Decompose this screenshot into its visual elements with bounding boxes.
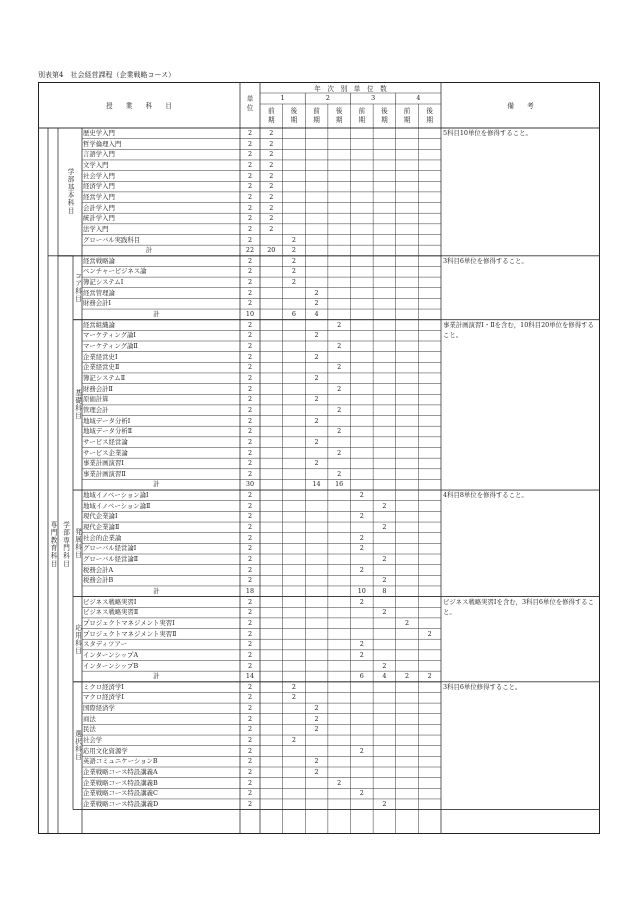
credit-value: 2 [247,565,253,574]
term-credit-value: 2 [314,704,319,713]
credit-value: 2 [247,555,253,563]
term-credit-value: 2 [314,437,319,446]
credit-value: 2 [247,608,253,617]
term-credit-value: 2 [337,342,342,350]
year-header: 1 [280,94,285,102]
term-credit-value: 2 [337,427,342,436]
group-label-gakubu-senmon: 学部専門科目 [61,521,70,569]
credit-value: 2 [247,640,253,649]
credit-value: 2 [247,288,253,297]
term-credit-value: 2 [269,139,274,148]
group-label-hatten: 発展科目 [73,527,82,560]
term-credit-value: 2 [337,448,342,457]
notes-header: 備 考 [507,102,534,110]
table-caption: 別表第4 社会経営課程（企業戦略コース） [38,71,176,79]
term-credit-value: 2 [359,491,364,500]
credit-value: 2 [247,352,253,361]
subject-name: 商法 [83,714,96,723]
subject-name: 事業計画演習Ⅱ [83,469,126,478]
credit-value: 2 [247,618,253,627]
credit-value: 2 [247,629,253,638]
term-credit-value: 2 [337,405,342,414]
credit-value: 2 [247,448,253,457]
term-credit-value: 2 [314,352,319,361]
subject-name: 税務会計A [83,565,114,574]
credit-value: 2 [247,501,253,510]
credit-value: 2 [247,714,253,723]
term-credit-value: 2 [291,267,296,276]
subject-name: 社会学 [83,736,103,745]
credit-value: 2 [247,661,253,670]
subject-name: 財務会計Ⅰ [83,299,112,308]
term-credit-value: 2 [269,171,274,180]
term-credit-value: 2 [269,214,274,223]
term-header: 前 期 [313,107,320,124]
subject-name: ビジネス戦略実習Ⅱ [83,608,139,617]
note-text: 5科目10単位を修得すること。 [443,129,532,137]
term-credit-value: 2 [291,682,296,691]
term-credit-value: 2 [427,629,432,638]
subject-name: 事業計画演習Ⅰ [83,459,124,468]
credit-value: 2 [247,459,253,468]
term-credit-value: 2 [359,746,364,755]
term-credit-value: 2 [337,320,342,329]
subject-name: 法学入門 [83,224,109,233]
term-credit-value: 2 [427,672,432,681]
subject-name: ビジネス戦略実習Ⅰ [83,597,137,606]
term-credit-value: 2 [382,523,387,532]
subject-name: 企業戦略コース特設講義B [83,778,158,787]
credit-value: 2 [247,768,253,776]
subject-name: サービス経営論 [83,437,128,446]
subject-name: 経営戦略論 [83,256,115,265]
term-credit-value: 2 [269,160,274,169]
term-credit-value: 2 [359,512,364,521]
subject-name: プロジェクトマネジメント実習Ⅱ [83,629,177,638]
subject-name: 言語学入門 [83,150,115,159]
subject-name: 応用文化資源学 [83,746,128,755]
subject-name: 英語コミュニケーションB [83,757,158,766]
credit-value: 2 [247,384,253,393]
term-credit-value: 2 [337,384,342,393]
subject-name: 経済学入門 [83,182,115,191]
subject-name: 地域イノベーション論Ⅱ [83,501,151,510]
term-credit-value: 2 [359,565,364,574]
credit-value: 2 [247,597,253,606]
term-credit-value: 2 [405,672,410,681]
term-credit-value: 8 [382,586,387,595]
term-credit-value: 2 [314,768,319,776]
credit-value: 2 [247,757,253,766]
term-credit-value: 2 [291,246,296,255]
credit-value: 30 [245,480,255,489]
credit-value: 14 [245,672,255,681]
term-credit-value: 2 [337,469,342,478]
total-label: 計 [145,246,153,255]
credit-value: 2 [247,331,253,340]
group-label-gakubu-kihon: 学部基本科目 [66,168,74,216]
term-credit-value: 6 [359,672,364,681]
note-text: 3科目6単位修得すること。 [443,682,522,691]
credit-value: 18 [245,586,255,595]
term-credit-value: 2 [359,650,364,659]
credit-value: 22 [245,246,255,255]
term-header: 前 期 [268,107,275,124]
subject-name: 地域データ分析Ⅰ [83,416,131,425]
subject-name: 現代企業論Ⅱ [83,523,120,532]
credit-value: 2 [247,203,253,212]
term-credit-value: 2 [359,544,364,553]
credit-value: 2 [247,416,253,425]
subject-name: サービス企業論 [83,448,128,457]
credit-value: 2 [247,576,253,585]
subject-header: 授 業 科 目 [106,102,172,110]
term-header: 後 期 [290,107,298,124]
term-header: 後 期 [335,107,343,124]
term-credit-value: 2 [359,533,364,542]
subject-name: 原価計算 [83,395,109,404]
term-credit-value: 2 [359,597,364,606]
subject-name: 企業戦略コース特設講義D [83,799,159,808]
subject-name: 管理会計 [83,405,109,414]
subject-name: 企業経営史Ⅰ [83,352,118,361]
term-credit-value: 2 [314,288,319,297]
credit-value: 2 [247,469,253,478]
subject-name: 文学入門 [83,160,109,169]
year-header: 2 [325,94,330,102]
credit-value: 2 [247,235,253,244]
subject-name: 社会的企業論 [83,533,122,542]
subject-name: 民法 [83,725,96,734]
subject-name: 企業戦略コース特設講義A [83,768,158,776]
credit-value: 2 [247,214,253,223]
credit-value: 2 [247,437,253,446]
term-credit-value: 2 [382,501,387,510]
credit-value: 2 [247,405,253,414]
credits-header: 単 位 [246,95,254,112]
total-label: 計 [153,586,160,595]
subject-name: 会計学入門 [83,203,115,212]
term-credit-value: 6 [291,310,296,319]
term-credit-value: 2 [314,331,319,340]
credit-value: 2 [247,693,253,702]
subject-name: スタディツアー [83,640,128,649]
subject-name: 経営組織論 [83,320,115,329]
credit-value: 2 [247,789,253,798]
credit-value: 2 [247,320,253,329]
credit-value: 2 [247,192,253,201]
credit-value: 2 [247,533,253,542]
total-label: 計 [153,672,160,681]
subject-name: 簿記システムⅡ [83,373,126,382]
subject-name: 社会学入門 [83,171,115,180]
note-text: 3科目6単位を修得すること。 [443,256,528,265]
year-header: 4 [416,94,421,102]
term-credit-value: 2 [291,278,296,287]
term-credit-value: 2 [269,224,274,233]
term-credit-value: 2 [359,640,364,649]
term-credit-value: 2 [405,618,410,627]
term-header: 前 期 [358,107,366,124]
group-label-sentaku: 選択科目 [73,730,82,762]
term-credit-value: 4 [382,672,387,681]
credit-value: 2 [247,256,253,265]
term-credit-value: 2 [269,182,274,191]
group-label-oyo: 応用科目 [73,623,82,655]
credit-value: 2 [247,395,253,404]
credit-value: 2 [247,799,253,808]
credit-value: 2 [247,171,253,180]
subject-name: マクロ経済学Ⅰ [83,693,124,702]
term-credit-value: 2 [291,736,296,745]
subject-name: 地域イノベーション論Ⅰ [83,491,149,500]
note-text: ビジネス戦略実習Ⅰを含む，3科目6単位を修得すること。 [443,597,595,617]
credit-value: 2 [247,299,253,308]
subject-name: 税務会計B [83,576,114,585]
subject-name: マーケティング論Ⅰ [83,331,136,340]
term-credit-value: 14 [312,480,321,489]
subject-name: 経営管理論 [83,288,115,297]
credit-value: 2 [247,363,253,372]
term-credit-value: 2 [337,363,342,372]
total-label: 計 [153,480,160,489]
credit-value: 2 [247,544,253,553]
credit-value: 2 [247,342,253,350]
term-header: 後 期 [381,107,388,124]
subject-name: マーケティング論Ⅱ [83,342,138,350]
credit-value: 2 [247,160,253,169]
subject-name: グローバル実践科目 [83,235,141,244]
subject-name: 企業戦略コース特設講義C [83,789,158,798]
term-credit-value: 2 [291,693,296,702]
term-credit-value: 2 [359,789,364,798]
term-credit-value: 2 [314,416,319,425]
credit-value: 2 [247,224,253,233]
subject-name: 簿記システムⅠ [83,278,124,287]
subject-name: インターンシップA [83,650,139,659]
term-credit-value: 2 [291,235,296,244]
term-credit-value: 20 [267,246,276,255]
subject-name: 統計学入門 [83,214,115,223]
term-credit-value: 2 [382,576,387,585]
credit-value: 2 [247,523,253,532]
note-text: 4科目8単位を修得すること。 [443,491,528,500]
term-credit-value: 4 [314,310,319,319]
term-header: 後 期 [426,107,433,124]
credit-value: 2 [247,491,253,500]
subject-name: 歴史学入門 [83,129,115,137]
credit-value: 2 [247,778,253,787]
group-label-senmon-kyoiku: 専門教育科目 [49,521,57,569]
term-credit-value: 2 [314,373,319,382]
subject-name: 地域データ分析Ⅱ [83,427,133,436]
year-header: 3 [371,94,376,102]
term-credit-value: 2 [314,459,319,468]
credit-value: 2 [247,139,253,148]
credit-value: 2 [247,650,253,659]
term-credit-value: 2 [382,661,387,670]
credit-value: 2 [247,150,253,159]
term-credit-value: 2 [269,203,274,212]
subject-name: 財務会計Ⅱ [83,384,113,393]
credit-value: 2 [247,373,253,382]
credit-value: 2 [247,746,253,755]
term-credit-value: 2 [314,757,319,766]
term-credit-value: 2 [314,395,319,404]
credit-value: 2 [247,267,253,276]
subject-name: グローバル経営論Ⅱ [83,555,139,563]
credit-value: 2 [247,704,253,713]
term-credit-value: 2 [291,256,296,265]
subject-name: 企業経営史Ⅱ [83,363,120,372]
year-group-header: 年 次 別 単 位 数 [314,85,387,93]
term-header: 前 期 [403,107,411,124]
subject-name: 経営学入門 [83,192,115,201]
credit-value: 2 [247,682,253,691]
subject-name: ベンチャービジネス論 [83,267,147,276]
note-text: 事業計画演習Ⅰ・Ⅱを含む，10科目20単位を修得すること。 [443,320,594,340]
group-label-core: コア科目 [73,272,82,304]
total-label: 計 [153,310,160,319]
term-credit-value: 16 [335,480,344,489]
subject-name: グローバル経営論Ⅰ [83,544,137,553]
term-credit-value: 2 [382,799,387,808]
subject-name: ミクロ経済学Ⅰ [83,682,124,691]
term-credit-value: 2 [314,725,319,734]
credit-value: 2 [247,736,253,745]
term-credit-value: 2 [337,778,342,787]
credit-value: 2 [247,278,253,287]
credit-value: 10 [245,310,255,319]
term-credit-value: 2 [269,150,274,159]
term-credit-value: 2 [382,608,387,617]
term-credit-value: 2 [314,299,319,308]
credit-value: 2 [247,129,253,137]
credit-value: 2 [247,725,253,734]
term-credit-value: 10 [357,586,366,595]
group-label-kiso: 基礎科目 [73,389,82,421]
term-credit-value: 2 [269,192,274,201]
credit-value: 2 [247,427,253,436]
credit-value: 2 [247,182,253,191]
subject-name: プロジェクトマネジメント実習Ⅰ [83,618,175,627]
subject-name: インターンシップB [83,661,139,670]
credit-value: 2 [247,512,253,521]
curriculum-table [38,82,600,834]
subject-name: 哲学倫理入門 [83,139,122,148]
term-credit-value: 2 [314,714,319,723]
term-credit-value: 2 [382,555,387,563]
term-credit-value: 2 [269,129,274,137]
subject-name: 国際経済学 [83,704,115,713]
subject-name: 現代企業論Ⅰ [83,512,118,521]
